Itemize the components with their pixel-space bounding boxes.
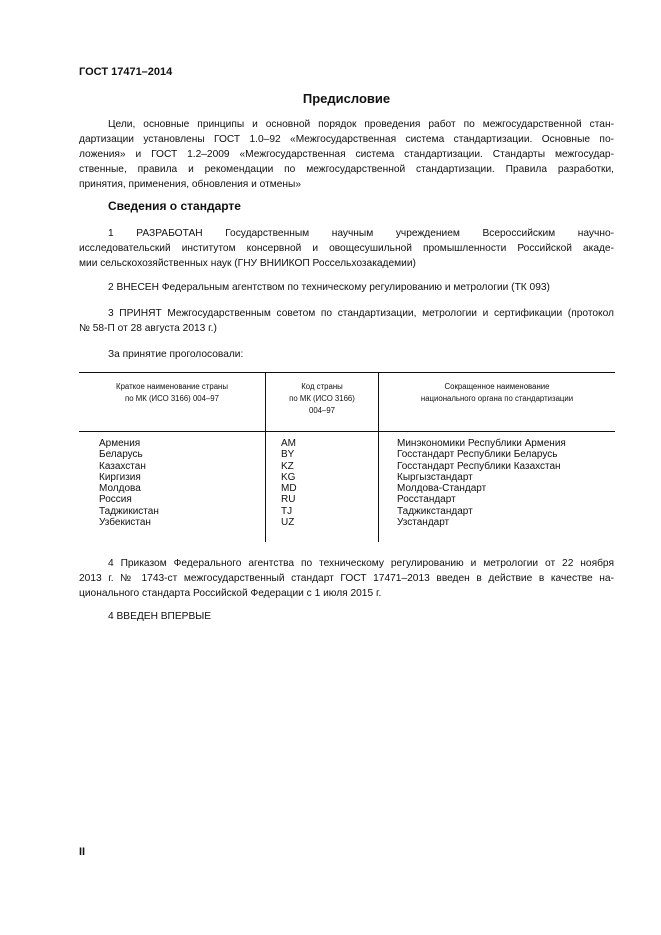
country-name: Таджикистан — [99, 505, 159, 517]
country-code: KZ — [281, 460, 294, 472]
enactment-paragraph: 4 Приказом Федерального агентства по техническому регулированию и метрологии от 22 ноября 2013 г. № 1743-ст межгосударственный стандарт ГОСТ 17471–2013 введен в действие в качестве на- ционального стандарта Российской Федерации с 1 июля 2015 г. — [79, 558, 614, 599]
country-name: Россия — [99, 494, 132, 506]
country-code: BY — [281, 449, 295, 461]
country-name: Молдова — [99, 483, 141, 495]
code-column — [266, 432, 379, 543]
standards-body: Росстандарт — [397, 494, 456, 506]
developed-by-paragraph: 1 РАЗРАБОТАН Государственным научным учреждением Всероссийским научно- исследовательский институтом консервной и овощесушильной промышленности Российской акаде- мии сельскохозяйственных наук (ГНУ ВНИИКОП Россельхозакадемии) — [79, 228, 614, 269]
adopted-by-paragraph: 3 ПРИНЯТ Межгосударственным советом по стандартизации, метрологии и сертификации (протокол № 58-П от 28 августа 2013 г.) — [79, 308, 614, 334]
page-number: II — [79, 846, 86, 858]
country-code: TJ — [281, 505, 293, 517]
country-name: Казахстан — [99, 460, 146, 472]
document-id: ГОСТ 17471–2014 — [79, 66, 173, 78]
introduced-by-paragraph: 2 ВНЕСЕН Федеральным агентством по техническому регулированию и метрологии (ТК 093) — [108, 282, 550, 293]
votes-table-body — [79, 432, 615, 543]
standards-body: Госстандарт Республики Беларусь — [397, 449, 558, 461]
foreword-title: Предисловие — [302, 91, 391, 106]
country-code: KG — [281, 471, 296, 483]
standards-body: Кыргызстандарт — [397, 471, 473, 483]
country-code: UZ — [281, 517, 295, 529]
country-name: Узбекистан — [99, 517, 151, 529]
standards-body: Таджикстандарт — [397, 505, 473, 517]
standards-body: Минэкономики Республики Армения — [397, 438, 566, 449]
standards-body: Молдова-Стандарт — [397, 483, 487, 495]
country-code: RU — [281, 494, 296, 506]
body-column — [379, 432, 616, 543]
country-name: Киргизия — [99, 471, 141, 483]
country-name: Армения — [99, 438, 141, 449]
votes-table — [79, 372, 615, 542]
votes-table-header — [79, 373, 615, 432]
standards-body: Узстандарт — [397, 517, 450, 529]
country-name: Беларусь — [99, 449, 143, 461]
info-heading: Сведения о стандарте — [108, 199, 241, 213]
country-code: MD — [281, 483, 297, 495]
country-code: AM — [281, 438, 296, 449]
header-country: Краткое наименование страны по МК (ИСО 3166) 004–97 — [79, 373, 266, 432]
first-introduced-paragraph: 4 ВВЕДЕН ВПЕРВЫЕ — [108, 611, 212, 622]
votes-intro: За принятие проголосовали: — [108, 349, 244, 360]
header-body: Сокращенное наименование национального органа по стандартизации — [379, 373, 616, 432]
header-code: Код страны по МК (ИСО 3166) 004–97 — [266, 373, 379, 432]
standards-body: Госстандарт Республики Казахстан — [397, 460, 561, 472]
country-column — [79, 432, 266, 543]
foreword-paragraph: Цели, основные принципы и основной порядок проведения работ по межгосударственной стан- дартизации установлены ГОСТ 1.0–92 «Межгосударственная система стандартизации. Основные по- ложения» и ГОСТ 1.2–2009 «Межгосударственная система стандартизации. Стандарты межгосудар- ственные, правила и рекомендации по межгосударственной стандартизации. Правила разработки, принятия, применения, обновления и отмены» — [79, 119, 614, 190]
